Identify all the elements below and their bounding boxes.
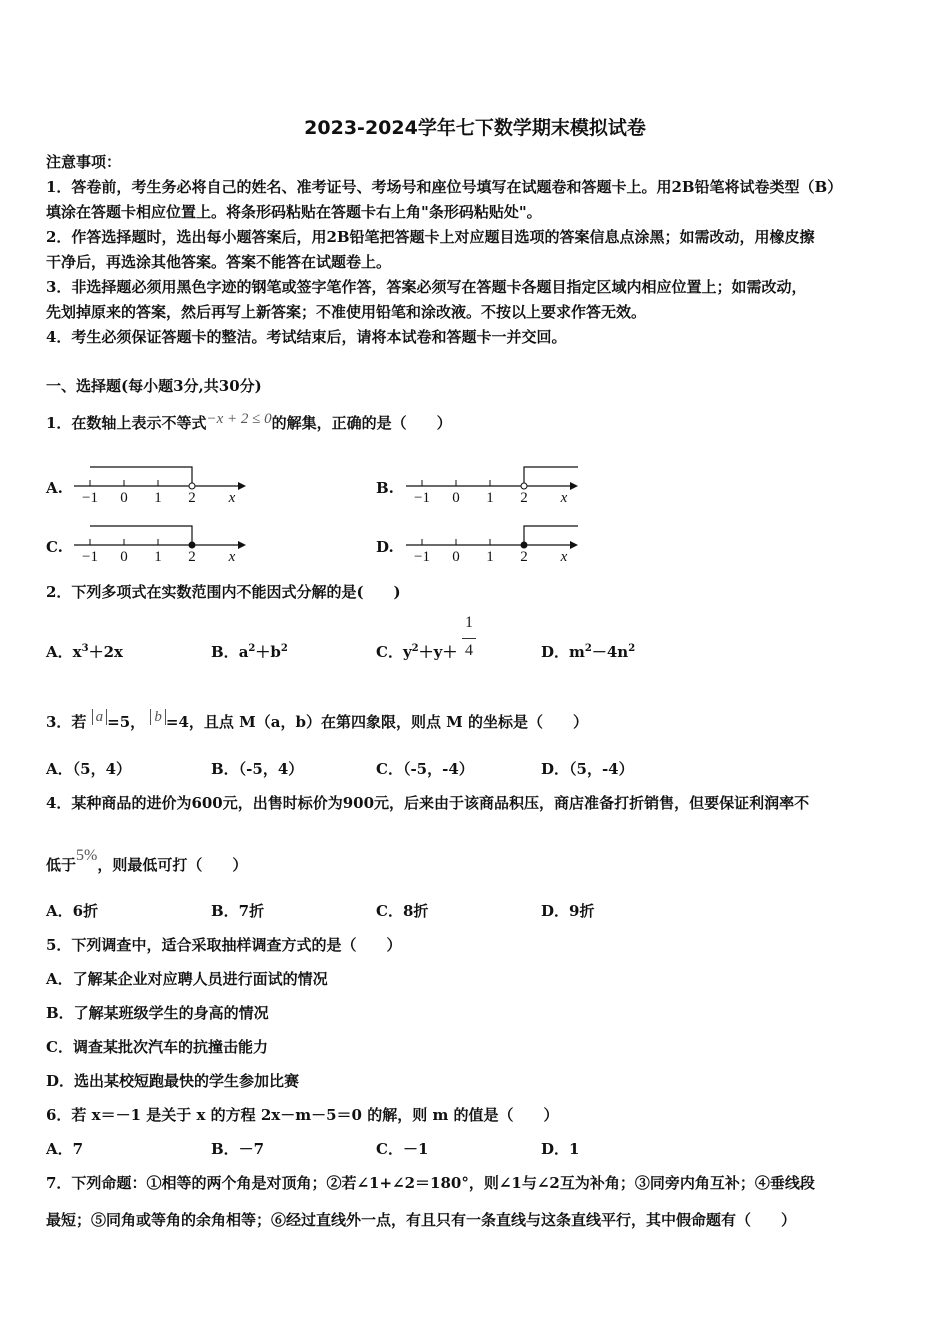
q1-option-b-label: B. bbox=[376, 479, 394, 497]
q1-suffix: 的解集，正确的是（ ） bbox=[271, 414, 452, 432]
closed-endpoint bbox=[521, 542, 527, 548]
tick-label: 1 bbox=[486, 490, 494, 506]
notice-line: 干净后，再选涂其他答案。答案不能答在试题卷上。 bbox=[46, 253, 392, 271]
q4-option-c: C．8折 bbox=[376, 902, 429, 920]
solution-ray bbox=[524, 467, 578, 486]
axis-arrow bbox=[238, 541, 246, 549]
question-2-stem: 2．下列多项式在实数范围内不能因式分解的是( ) bbox=[46, 583, 401, 601]
tick-label: 0 bbox=[120, 549, 128, 565]
q5-option-c: C．调查某批次汽车的抗撞击能力 bbox=[46, 1038, 268, 1056]
q2-option-b: B．$a^2+b^2$ bbox=[211, 643, 288, 661]
page-title: 2023-2024学年七下数学期末模拟试卷 bbox=[304, 117, 646, 139]
axis-arrow bbox=[238, 482, 246, 490]
q3-option-a: A．（5，4） bbox=[46, 760, 132, 778]
q2-option-d: D．$m^2-4n^2$ bbox=[541, 643, 636, 661]
q6-option-c: C．－1 bbox=[376, 1140, 429, 1158]
q1-option-c-label: C. bbox=[46, 538, 63, 556]
q5-option-b: B．了解某班级学生的身高的情况 bbox=[46, 1004, 269, 1022]
open-endpoint bbox=[521, 483, 527, 489]
q6-option-d: D．1 bbox=[541, 1140, 580, 1158]
tick-label: 1 bbox=[154, 490, 162, 506]
q3-option-c: C．（-5，-4） bbox=[376, 760, 474, 778]
q2-fraction-denominator: 4 bbox=[465, 642, 473, 659]
tick-label: 2 bbox=[520, 549, 528, 565]
tick-label: 2 bbox=[188, 549, 196, 565]
number-line-a bbox=[70, 458, 250, 506]
question-3-stem: 3．若 a =5， b =4，且点 M（a，b）在第四象限，则点 M 的坐标是（ ） bbox=[46, 709, 589, 731]
notice-line: 2．作答选择题时，选出每小题答案后，用2B铅笔把答题卡上对应题目选项的答案信息点涂黑；如需改动，用橡皮擦 bbox=[46, 228, 815, 246]
tick-label: 1 bbox=[486, 549, 494, 565]
q1-option-d-label: D. bbox=[376, 538, 394, 556]
q4-option-b: B．7折 bbox=[211, 902, 265, 920]
abs-a: a bbox=[92, 709, 108, 725]
question-6-stem: 6．若 x＝－1 是关于 x 的方程 2x－m－5＝0 的解，则 m 的值是（ ） bbox=[46, 1106, 559, 1124]
q1-prefix: 1．在数轴上表示不等式 bbox=[46, 414, 207, 432]
q4-option-d: D．9折 bbox=[541, 902, 595, 920]
tick-label: −1 bbox=[414, 490, 430, 506]
question-7-line2: 最短；⑤同角或等角的余角相等；⑥经过直线外一点，有且只有一条直线与这条直线平行，其中假命题有（ ） bbox=[46, 1211, 797, 1229]
question-1-stem bbox=[46, 413, 452, 434]
axis-variable: x bbox=[560, 490, 568, 506]
tick-label: −1 bbox=[414, 549, 430, 565]
notice-line: 先划掉原来的答案，然后再写上新答案；不准使用铅笔和涂改液。不按以上要求作答无效。 bbox=[46, 303, 647, 321]
question-5-stem: 5．下列调查中，适合采取抽样调查方式的是（ ） bbox=[46, 936, 402, 954]
tick-label: −1 bbox=[82, 490, 98, 506]
notice-line: 1．答卷前，考生务必将自己的姓名、准考证号、考场号和座位号填写在试题卷和答题卡上。用2B铅笔将试卷类型（B） bbox=[46, 178, 843, 196]
number-line-d bbox=[402, 517, 582, 565]
q4-percent: 5% bbox=[76, 847, 98, 864]
closed-endpoint bbox=[189, 542, 195, 548]
solution-ray bbox=[90, 467, 192, 486]
q6-option-b: B．－7 bbox=[211, 1140, 265, 1158]
solution-ray bbox=[524, 526, 578, 545]
tick-label: 0 bbox=[452, 549, 460, 565]
q5-option-a: A．了解某企业对应聘人员进行面试的情况 bbox=[46, 970, 328, 988]
q6-option-a: A．7 bbox=[46, 1140, 84, 1158]
tick-label: −1 bbox=[82, 549, 98, 565]
number-line-b bbox=[402, 458, 582, 506]
notice-line: 填涂在答题卡相应位置上。将条形码粘贴在答题卡右上角"条形码粘贴处"。 bbox=[46, 203, 542, 221]
q4-option-a: A．6折 bbox=[46, 902, 99, 920]
section-heading: 一、选择题(每小题3分,共30分) bbox=[46, 377, 262, 395]
q5-option-d: D．选出某校短跑最快的学生参加比赛 bbox=[46, 1072, 300, 1090]
axis-variable: x bbox=[228, 549, 236, 565]
open-endpoint bbox=[189, 483, 195, 489]
q1-option-a-label: A. bbox=[46, 479, 63, 497]
axis-variable: x bbox=[228, 490, 236, 506]
q2-option-c: C．$y^2+y+$ bbox=[376, 643, 458, 661]
tick-label: 1 bbox=[154, 549, 162, 565]
question-7-line1: 7．下列命题：①相等的两个角是对顶角；②若∠1+∠2＝180°，则∠1与∠2互为补角；③同旁内角互补；④垂线段 bbox=[46, 1174, 815, 1192]
tick-label: 2 bbox=[188, 490, 196, 506]
number-line-c bbox=[70, 517, 250, 565]
q3-option-d: D．（5，-4） bbox=[541, 760, 634, 778]
notice-heading: 注意事项： bbox=[46, 153, 122, 171]
tick-label: 0 bbox=[452, 490, 460, 506]
q1-inequality: −x + 2 ≤ 0 bbox=[206, 411, 272, 427]
tick-label: 2 bbox=[520, 490, 528, 506]
tick-label: 0 bbox=[120, 490, 128, 506]
question-4-line1: 4．某种商品的进价为600元，出售时标价为900元，后来由于该商品积压，商店准备打折销售，但要保证利润率不 bbox=[46, 794, 810, 812]
axis-arrow bbox=[570, 482, 578, 490]
q3-option-b: B．（-5，4） bbox=[211, 760, 304, 778]
question-4-line2: 低于5%，则最低可打（ ） bbox=[46, 847, 248, 874]
axis-arrow bbox=[570, 541, 578, 549]
q2-fraction-numerator: 1 bbox=[465, 614, 473, 631]
notice-line: 4．考生必须保证答题卡的整洁。考试结束后，请将本试卷和答题卡一并交回。 bbox=[46, 328, 567, 346]
q2-option-a: A．$x^3+2x$ bbox=[46, 643, 123, 661]
axis-variable: x bbox=[560, 549, 568, 565]
q2-fraction-bar bbox=[462, 638, 476, 639]
notice-line: 3．非选择题必须用黑色字迹的钢笔或签字笔作答，答案必须写在答题卡各题目指定区域内相应位置上；如需改动， bbox=[46, 278, 807, 296]
solution-ray bbox=[90, 526, 192, 545]
abs-b: b bbox=[150, 709, 166, 725]
